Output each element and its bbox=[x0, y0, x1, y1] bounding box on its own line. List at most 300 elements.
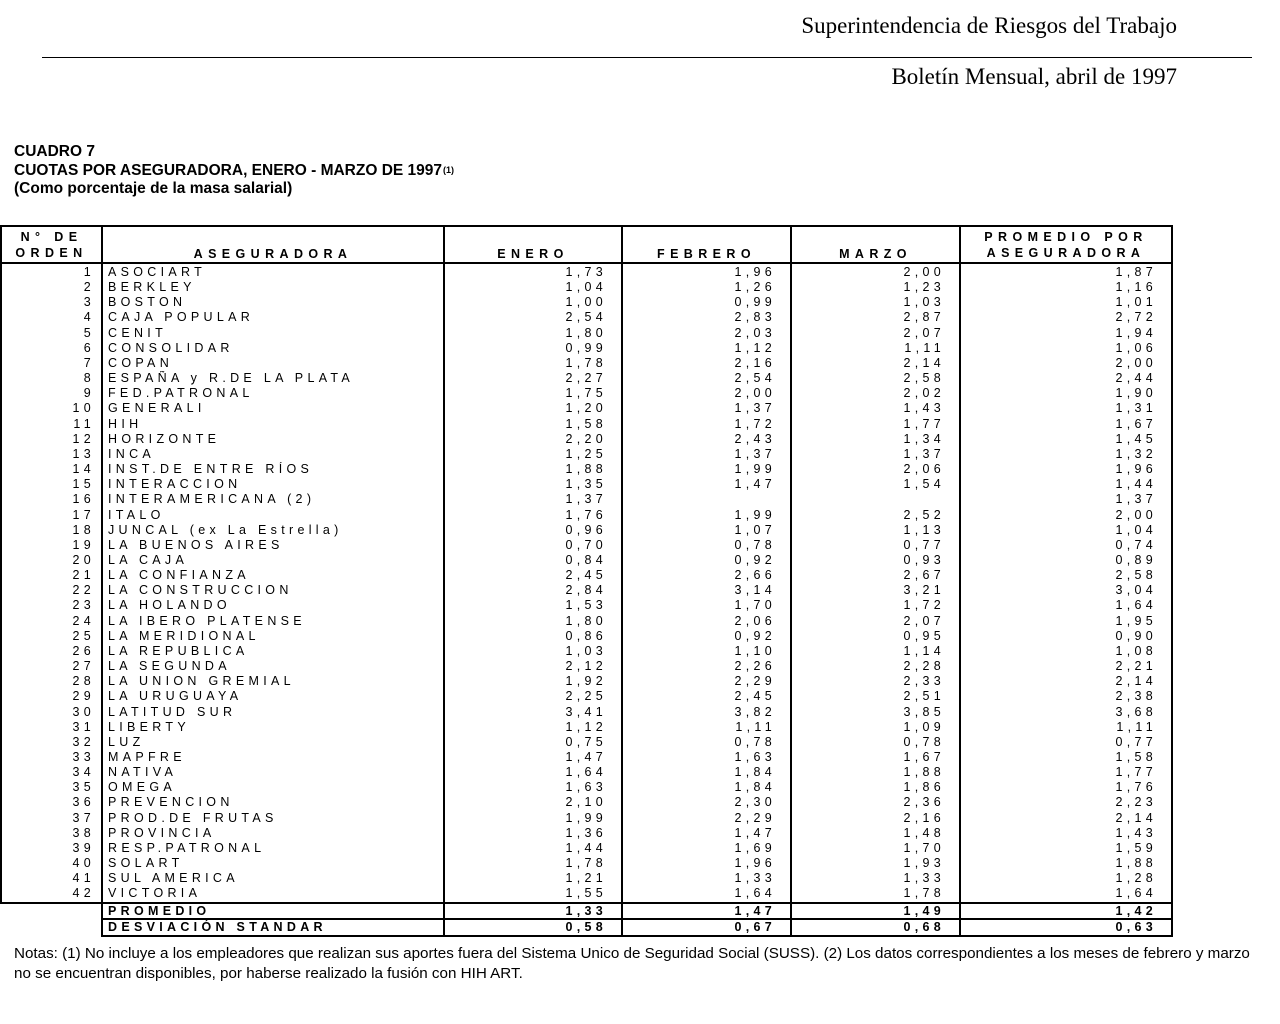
table-row bbox=[1, 553, 1172, 568]
january-value-cell: 1,78 bbox=[444, 356, 622, 371]
january-value-cell: 3,41 bbox=[444, 705, 622, 720]
average-value-cell: 1,90 bbox=[960, 386, 1172, 401]
insurer-name-cell: INST.DE ENTRE RÍOS bbox=[102, 462, 444, 477]
order-number-cell: 11 bbox=[1, 417, 102, 432]
march-value-cell bbox=[791, 492, 960, 507]
table-row bbox=[1, 856, 1172, 871]
order-number-cell: 26 bbox=[1, 644, 102, 659]
average-value-cell: 1,64 bbox=[960, 598, 1172, 613]
insurer-name-cell: HIH bbox=[102, 417, 444, 432]
order-number-cell: 19 bbox=[1, 538, 102, 553]
table-row bbox=[1, 871, 1172, 886]
january-value-cell: 1,76 bbox=[444, 508, 622, 523]
march-value-cell: 1,23 bbox=[791, 280, 960, 295]
table-title bbox=[14, 162, 454, 181]
january-value-cell: 1,20 bbox=[444, 401, 622, 416]
february-value-cell: 3,82 bbox=[622, 705, 791, 720]
insurer-name-cell: LA MERIDIONAL bbox=[102, 629, 444, 644]
insurer-name-cell: RESP.PATRONAL bbox=[102, 841, 444, 856]
january-value-cell: 1,75 bbox=[444, 386, 622, 401]
february-value-cell: 1,47 bbox=[622, 477, 791, 492]
average-value-cell: 2,14 bbox=[960, 811, 1172, 826]
march-value-cell: 1,14 bbox=[791, 644, 960, 659]
table-row bbox=[1, 583, 1172, 598]
order-number-cell: 35 bbox=[1, 780, 102, 795]
insurer-name-cell: MAPFRE bbox=[102, 750, 444, 765]
march-value-cell: 2,52 bbox=[791, 508, 960, 523]
january-value-cell: 0,96 bbox=[444, 523, 622, 538]
table-row bbox=[1, 780, 1172, 795]
january-value-cell: 1,12 bbox=[444, 720, 622, 735]
insurer-name-cell: LA HOLANDO bbox=[102, 598, 444, 613]
summary-spacer bbox=[1, 903, 102, 920]
table-notes: Notas: (1) No incluye a los empleadores que realizan sus aportes fuera del Sistema Unico de Seguridad Social (SUSS). (2) Los datos correspondientes a los meses de febrero y marzo no se encuentran disponibles, por haberse realizado la fusión con HIH ART. bbox=[14, 945, 1250, 982]
order-number-cell: 25 bbox=[1, 629, 102, 644]
average-value-cell: 1,08 bbox=[960, 644, 1172, 659]
table-row bbox=[1, 386, 1172, 401]
february-value-cell: 1,11 bbox=[622, 720, 791, 735]
february-value-cell: 1,64 bbox=[622, 886, 791, 902]
march-value-cell: 1,34 bbox=[791, 432, 960, 447]
table-row bbox=[1, 417, 1172, 432]
average-value-cell: 2,23 bbox=[960, 795, 1172, 810]
order-number-cell: 37 bbox=[1, 811, 102, 826]
order-number-cell: 29 bbox=[1, 689, 102, 704]
order-number-cell: 24 bbox=[1, 614, 102, 629]
average-value-cell: 2,72 bbox=[960, 310, 1172, 325]
insurer-name-cell: INTERACCION bbox=[102, 477, 444, 492]
january-value-cell: 2,10 bbox=[444, 795, 622, 810]
march-value-cell: 1,72 bbox=[791, 598, 960, 613]
summary-february-cell: 1,47 bbox=[622, 903, 791, 920]
average-value-cell: 1,64 bbox=[960, 886, 1172, 902]
insurer-name-cell: LA IBERO PLATENSE bbox=[102, 614, 444, 629]
order-number-cell: 41 bbox=[1, 871, 102, 886]
insurer-name-cell: PROD.DE FRUTAS bbox=[102, 811, 444, 826]
order-number-cell: 31 bbox=[1, 720, 102, 735]
order-number-cell: 23 bbox=[1, 598, 102, 613]
march-value-cell: 2,87 bbox=[791, 310, 960, 325]
march-value-cell: 1,67 bbox=[791, 750, 960, 765]
average-value-cell: 1,11 bbox=[960, 720, 1172, 735]
average-value-cell: 1,59 bbox=[960, 841, 1172, 856]
average-value-cell: 2,44 bbox=[960, 371, 1172, 386]
table-row bbox=[1, 280, 1172, 295]
order-number-cell: 28 bbox=[1, 674, 102, 689]
column-header-march: MARZO bbox=[791, 226, 960, 263]
january-value-cell: 1,55 bbox=[444, 886, 622, 902]
march-value-cell: 3,21 bbox=[791, 583, 960, 598]
insurer-name-cell: VICTORIA bbox=[102, 886, 444, 902]
order-number-cell: 21 bbox=[1, 568, 102, 583]
quota-table-container bbox=[0, 225, 1173, 937]
table-row bbox=[1, 523, 1172, 538]
average-value-cell: 3,04 bbox=[960, 583, 1172, 598]
march-value-cell: 2,02 bbox=[791, 386, 960, 401]
table-row bbox=[1, 674, 1172, 689]
march-value-cell: 2,36 bbox=[791, 795, 960, 810]
average-value-cell: 2,14 bbox=[960, 674, 1172, 689]
table-row bbox=[1, 826, 1172, 841]
table-row bbox=[1, 295, 1172, 310]
table-row bbox=[1, 568, 1172, 583]
february-value-cell: 1,72 bbox=[622, 417, 791, 432]
summary-february-cell: 0,67 bbox=[622, 919, 791, 936]
table-subtitle: (Como porcentaje de la masa salarial) bbox=[14, 180, 293, 197]
table-row bbox=[1, 735, 1172, 750]
february-value-cell: 1,70 bbox=[622, 598, 791, 613]
insurer-name-cell: BOSTON bbox=[102, 295, 444, 310]
table-title-note-ref: (1) bbox=[443, 164, 455, 175]
february-value-cell: 2,83 bbox=[622, 310, 791, 325]
march-value-cell: 1,86 bbox=[791, 780, 960, 795]
average-value-cell: 1,32 bbox=[960, 447, 1172, 462]
january-value-cell: 1,25 bbox=[444, 447, 622, 462]
february-value-cell: 2,54 bbox=[622, 371, 791, 386]
table-row bbox=[1, 356, 1172, 371]
average-value-cell: 2,00 bbox=[960, 356, 1172, 371]
table-title-block bbox=[14, 143, 454, 199]
summary-january-cell: 1,33 bbox=[444, 903, 622, 920]
january-value-cell: 0,86 bbox=[444, 629, 622, 644]
march-value-cell: 2,33 bbox=[791, 674, 960, 689]
january-value-cell: 0,84 bbox=[444, 553, 622, 568]
march-value-cell: 1,54 bbox=[791, 477, 960, 492]
march-value-cell: 2,14 bbox=[791, 356, 960, 371]
february-value-cell: 2,30 bbox=[622, 795, 791, 810]
average-value-cell: 1,77 bbox=[960, 765, 1172, 780]
table-row bbox=[1, 492, 1172, 507]
average-value-cell: 0,77 bbox=[960, 735, 1172, 750]
order-number-cell: 27 bbox=[1, 659, 102, 674]
insurer-name-cell: JUNCAL (ex La Estrella) bbox=[102, 523, 444, 538]
february-value-cell: 0,92 bbox=[622, 629, 791, 644]
average-value-cell: 1,16 bbox=[960, 280, 1172, 295]
order-number-cell: 30 bbox=[1, 705, 102, 720]
insurer-name-cell: GENERALI bbox=[102, 401, 444, 416]
average-value-cell: 1,96 bbox=[960, 462, 1172, 477]
summary-label-cell: DESVIACIÓN STANDAR bbox=[102, 919, 444, 936]
march-value-cell: 1,33 bbox=[791, 871, 960, 886]
table-row bbox=[1, 462, 1172, 477]
february-value-cell bbox=[622, 492, 791, 507]
table-row bbox=[1, 644, 1172, 659]
average-value-cell: 0,90 bbox=[960, 629, 1172, 644]
march-value-cell: 2,28 bbox=[791, 659, 960, 674]
insurer-name-cell: SUL AMERICA bbox=[102, 871, 444, 886]
february-value-cell: 1,37 bbox=[622, 447, 791, 462]
january-value-cell: 1,64 bbox=[444, 765, 622, 780]
march-value-cell: 2,07 bbox=[791, 614, 960, 629]
february-value-cell: 2,29 bbox=[622, 811, 791, 826]
average-value-cell: 1,31 bbox=[960, 401, 1172, 416]
march-value-cell: 1,88 bbox=[791, 765, 960, 780]
insurer-name-cell: LA SEGUNDA bbox=[102, 659, 444, 674]
order-number-cell: 3 bbox=[1, 295, 102, 310]
table-number: CUADRO 7 bbox=[14, 143, 95, 160]
column-header-january: ENERO bbox=[444, 226, 622, 263]
column-header-order: N° DE ORDEN bbox=[1, 226, 102, 263]
february-value-cell: 2,16 bbox=[622, 356, 791, 371]
insurer-name-cell: OMEGA bbox=[102, 780, 444, 795]
insurer-name-cell: LUZ bbox=[102, 735, 444, 750]
insurer-name-cell: ESPAÑA y R.DE LA PLATA bbox=[102, 371, 444, 386]
january-value-cell: 1,47 bbox=[444, 750, 622, 765]
organization-header: Superintendencia de Riesgos del Trabajo bbox=[801, 13, 1177, 38]
average-value-cell: 2,21 bbox=[960, 659, 1172, 674]
average-value-cell: 1,45 bbox=[960, 432, 1172, 447]
february-value-cell: 1,96 bbox=[622, 856, 791, 871]
table-row bbox=[1, 371, 1172, 386]
march-value-cell: 0,95 bbox=[791, 629, 960, 644]
january-value-cell: 1,63 bbox=[444, 780, 622, 795]
january-value-cell: 1,37 bbox=[444, 492, 622, 507]
january-value-cell: 1,88 bbox=[444, 462, 622, 477]
february-value-cell: 1,63 bbox=[622, 750, 791, 765]
order-number-cell: 2 bbox=[1, 280, 102, 295]
quota-table bbox=[0, 225, 1173, 937]
table-row bbox=[1, 811, 1172, 826]
average-value-cell: 2,38 bbox=[960, 689, 1172, 704]
february-value-cell: 1,37 bbox=[622, 401, 791, 416]
february-value-cell: 1,69 bbox=[622, 841, 791, 856]
january-value-cell: 1,04 bbox=[444, 280, 622, 295]
january-value-cell: 1,35 bbox=[444, 477, 622, 492]
insurer-name-cell: ITALO bbox=[102, 508, 444, 523]
table-row bbox=[1, 341, 1172, 356]
table-row bbox=[1, 720, 1172, 735]
insurer-name-cell: COPAN bbox=[102, 356, 444, 371]
february-value-cell: 1,99 bbox=[622, 462, 791, 477]
insurer-name-cell: SOLART bbox=[102, 856, 444, 871]
table-row bbox=[1, 886, 1172, 902]
january-value-cell: 0,99 bbox=[444, 341, 622, 356]
average-value-cell: 1,88 bbox=[960, 856, 1172, 871]
order-number-cell: 1 bbox=[1, 263, 102, 280]
insurer-name-cell: ASOCIART bbox=[102, 263, 444, 280]
average-value-cell: 1,95 bbox=[960, 614, 1172, 629]
summary-row bbox=[1, 903, 1172, 920]
march-value-cell: 2,16 bbox=[791, 811, 960, 826]
february-value-cell: 1,10 bbox=[622, 644, 791, 659]
january-value-cell: 2,25 bbox=[444, 689, 622, 704]
january-value-cell: 1,80 bbox=[444, 326, 622, 341]
column-header-insurer: ASEGURADORA bbox=[102, 226, 444, 263]
table-row bbox=[1, 508, 1172, 523]
average-value-cell: 1,04 bbox=[960, 523, 1172, 538]
march-value-cell: 2,07 bbox=[791, 326, 960, 341]
column-header-february: FEBRERO bbox=[622, 226, 791, 263]
march-value-cell: 2,58 bbox=[791, 371, 960, 386]
february-value-cell: 1,96 bbox=[622, 263, 791, 280]
insurer-name-cell: LA CAJA bbox=[102, 553, 444, 568]
insurer-name-cell: LA CONFIANZA bbox=[102, 568, 444, 583]
insurer-name-cell: INTERAMERICANA (2) bbox=[102, 492, 444, 507]
march-value-cell: 1,37 bbox=[791, 447, 960, 462]
summary-january-cell: 0,58 bbox=[444, 919, 622, 936]
average-value-cell: 1,43 bbox=[960, 826, 1172, 841]
february-value-cell: 2,29 bbox=[622, 674, 791, 689]
january-value-cell: 1,73 bbox=[444, 263, 622, 280]
february-value-cell: 1,99 bbox=[622, 508, 791, 523]
average-value-cell: 1,44 bbox=[960, 477, 1172, 492]
january-value-cell: 1,80 bbox=[444, 614, 622, 629]
february-value-cell: 0,99 bbox=[622, 295, 791, 310]
order-number-cell: 34 bbox=[1, 765, 102, 780]
table-row bbox=[1, 326, 1172, 341]
insurer-name-cell: LA REPUBLICA bbox=[102, 644, 444, 659]
table-row bbox=[1, 263, 1172, 280]
january-value-cell: 1,36 bbox=[444, 826, 622, 841]
header-divider bbox=[42, 57, 1252, 58]
february-value-cell: 2,66 bbox=[622, 568, 791, 583]
average-value-cell: 1,94 bbox=[960, 326, 1172, 341]
average-value-cell: 1,76 bbox=[960, 780, 1172, 795]
february-value-cell: 1,84 bbox=[622, 765, 791, 780]
january-value-cell: 1,58 bbox=[444, 417, 622, 432]
summary-march-cell: 1,49 bbox=[791, 903, 960, 920]
table-row bbox=[1, 705, 1172, 720]
table-row bbox=[1, 841, 1172, 856]
march-value-cell: 1,03 bbox=[791, 295, 960, 310]
summary-average-cell: 0,63 bbox=[960, 919, 1172, 936]
order-number-cell: 7 bbox=[1, 356, 102, 371]
insurer-name-cell: BERKLEY bbox=[102, 280, 444, 295]
february-value-cell: 0,78 bbox=[622, 735, 791, 750]
february-value-cell: 2,26 bbox=[622, 659, 791, 674]
march-value-cell: 2,67 bbox=[791, 568, 960, 583]
february-value-cell: 1,47 bbox=[622, 826, 791, 841]
order-number-cell: 17 bbox=[1, 508, 102, 523]
average-value-cell: 3,68 bbox=[960, 705, 1172, 720]
average-value-cell: 1,67 bbox=[960, 417, 1172, 432]
average-value-cell: 1,87 bbox=[960, 263, 1172, 280]
january-value-cell: 2,20 bbox=[444, 432, 622, 447]
summary-row bbox=[1, 919, 1172, 936]
average-value-cell: 2,58 bbox=[960, 568, 1172, 583]
average-value-cell: 0,89 bbox=[960, 553, 1172, 568]
february-value-cell: 2,45 bbox=[622, 689, 791, 704]
order-number-cell: 39 bbox=[1, 841, 102, 856]
average-value-cell: 1,37 bbox=[960, 492, 1172, 507]
january-value-cell: 1,00 bbox=[444, 295, 622, 310]
january-value-cell: 2,45 bbox=[444, 568, 622, 583]
march-value-cell: 2,51 bbox=[791, 689, 960, 704]
march-value-cell: 0,78 bbox=[791, 735, 960, 750]
average-value-cell: 2,00 bbox=[960, 508, 1172, 523]
average-value-cell: 1,58 bbox=[960, 750, 1172, 765]
insurer-name-cell: LIBERTY bbox=[102, 720, 444, 735]
summary-label-cell: PROMEDIO bbox=[102, 903, 444, 920]
march-value-cell: 2,06 bbox=[791, 462, 960, 477]
march-value-cell: 1,48 bbox=[791, 826, 960, 841]
insurer-name-cell: CONSOLIDAR bbox=[102, 341, 444, 356]
insurer-name-cell: LA UNION GREMIAL bbox=[102, 674, 444, 689]
table-row bbox=[1, 310, 1172, 325]
insurer-name-cell: LA BUENOS AIRES bbox=[102, 538, 444, 553]
table-row bbox=[1, 598, 1172, 613]
order-number-cell: 42 bbox=[1, 886, 102, 902]
order-number-cell: 8 bbox=[1, 371, 102, 386]
order-number-cell: 5 bbox=[1, 326, 102, 341]
february-value-cell: 2,06 bbox=[622, 614, 791, 629]
table-row bbox=[1, 659, 1172, 674]
table-body bbox=[1, 263, 1172, 903]
march-value-cell: 1,43 bbox=[791, 401, 960, 416]
order-number-cell: 18 bbox=[1, 523, 102, 538]
insurer-name-cell: LA CONSTRUCCION bbox=[102, 583, 444, 598]
column-header-average: PROMEDIO POR ASEGURADORA bbox=[960, 226, 1172, 263]
average-value-cell: 1,01 bbox=[960, 295, 1172, 310]
march-value-cell: 0,77 bbox=[791, 538, 960, 553]
january-value-cell: 1,44 bbox=[444, 841, 622, 856]
table-summary bbox=[1, 903, 1172, 936]
order-number-cell: 9 bbox=[1, 386, 102, 401]
table-row bbox=[1, 401, 1172, 416]
order-number-cell: 10 bbox=[1, 401, 102, 416]
table-row bbox=[1, 538, 1172, 553]
order-number-cell: 20 bbox=[1, 553, 102, 568]
january-value-cell: 1,03 bbox=[444, 644, 622, 659]
january-value-cell: 1,99 bbox=[444, 811, 622, 826]
february-value-cell: 2,43 bbox=[622, 432, 791, 447]
table-row bbox=[1, 432, 1172, 447]
march-value-cell: 2,00 bbox=[791, 263, 960, 280]
insurer-name-cell: NATIVA bbox=[102, 765, 444, 780]
average-value-cell: 0,74 bbox=[960, 538, 1172, 553]
table-row bbox=[1, 750, 1172, 765]
january-value-cell: 1,92 bbox=[444, 674, 622, 689]
table-header-row bbox=[1, 226, 1172, 263]
order-number-cell: 32 bbox=[1, 735, 102, 750]
march-value-cell: 0,93 bbox=[791, 553, 960, 568]
table-title-text: CUOTAS POR ASEGURADORA, ENERO - MARZO DE 1997 bbox=[14, 161, 443, 179]
table-row bbox=[1, 447, 1172, 462]
january-value-cell: 1,53 bbox=[444, 598, 622, 613]
summary-spacer bbox=[1, 919, 102, 936]
insurer-name-cell: CAJA POPULAR bbox=[102, 310, 444, 325]
february-value-cell: 0,78 bbox=[622, 538, 791, 553]
insurer-name-cell: CENIT bbox=[102, 326, 444, 341]
february-value-cell: 1,26 bbox=[622, 280, 791, 295]
summary-average-cell: 1,42 bbox=[960, 903, 1172, 920]
january-value-cell: 2,84 bbox=[444, 583, 622, 598]
january-value-cell: 1,78 bbox=[444, 856, 622, 871]
march-value-cell: 1,93 bbox=[791, 856, 960, 871]
january-value-cell: 1,21 bbox=[444, 871, 622, 886]
january-value-cell: 2,54 bbox=[444, 310, 622, 325]
order-number-cell: 12 bbox=[1, 432, 102, 447]
march-value-cell: 1,13 bbox=[791, 523, 960, 538]
bulletin-date: Boletín Mensual, abril de 1997 bbox=[891, 64, 1177, 89]
order-number-cell: 15 bbox=[1, 477, 102, 492]
table-row bbox=[1, 477, 1172, 492]
table-row bbox=[1, 795, 1172, 810]
insurer-name-cell: PREVENCION bbox=[102, 795, 444, 810]
march-value-cell: 1,70 bbox=[791, 841, 960, 856]
summary-march-cell: 0,68 bbox=[791, 919, 960, 936]
order-number-cell: 14 bbox=[1, 462, 102, 477]
order-number-cell: 36 bbox=[1, 795, 102, 810]
february-value-cell: 1,33 bbox=[622, 871, 791, 886]
march-value-cell: 1,78 bbox=[791, 886, 960, 902]
order-number-cell: 38 bbox=[1, 826, 102, 841]
order-number-cell: 16 bbox=[1, 492, 102, 507]
insurer-name-cell: HORIZONTE bbox=[102, 432, 444, 447]
march-value-cell: 1,09 bbox=[791, 720, 960, 735]
table-row bbox=[1, 689, 1172, 704]
january-value-cell: 2,27 bbox=[444, 371, 622, 386]
